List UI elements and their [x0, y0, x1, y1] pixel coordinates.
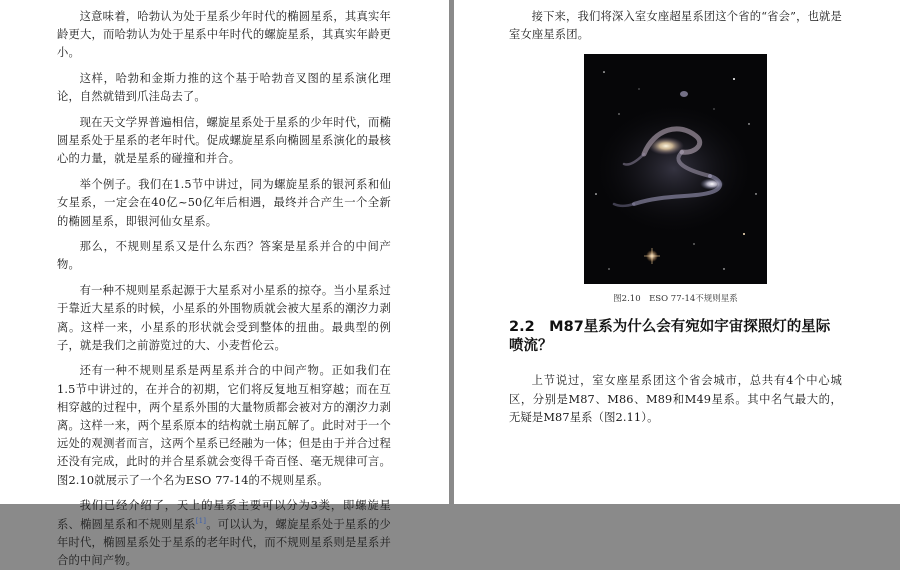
- paragraph-text-before-note: 我们已经介绍了，天上的星系主要可以分为3类，即螺旋星系、椭圆星系和不规则星系: [57, 499, 391, 531]
- left-page: [0, 0, 449, 567]
- right-page: [454, 0, 900, 504]
- right-body-paragraph: 上节说过，室女座星系团这个省会城市，总共有4个中心城区，分别是M87、M86、M89和M49星系。其中名气最大的，无疑是M87星系（图2.11）。: [509, 374, 842, 424]
- figure-caption: 图2.10 ESO 77-14不规则星系: [613, 294, 738, 305]
- left-paragraph-8: [57, 497, 391, 570]
- left-paragraph-3: 现在天文学界普遍相信，螺旋星系处于星系的少年时代，而椭圆星系处于星系的老年时代。促成螺旋星系向椭圆星系演化的最核心的力量，就是星系的碰撞和并合。: [57, 116, 391, 166]
- paragraph-text-after-note: 。可以认为，螺旋星系处于星系的少年时代，椭圆星系处于星系的老年时代，而不规则星系则是星系并合的中间产物。: [57, 517, 391, 567]
- galaxy-image: [584, 54, 767, 284]
- left-paragraph-7: 还有一种不规则星系是两星系并合的中间产物。正如我们在1.5节中讲过的，在并合的初期，它们将反复地互相穿越；而在互相穿越的过程中，两个星系外围的大量物质都会被对方的潮汐力剥离。这样一来，两个星系原本的结构就土崩瓦解了。此时对于一个远处的观测者而言，这两个星系已经融为一体；但是由于并合过程还没有完成，此时的并合星系就会变得千奇百怪、毫无规律可言。图2.10就展示了一个名为ESO 77-14的不规则星系。: [57, 364, 391, 487]
- section-heading: 2.2 M87星系为什么会有宛如宇宙探照灯的星际喷流？: [509, 319, 831, 355]
- left-paragraph-5: 那么，不规则星系又是什么东西？答案是星系并合的中间产物。: [57, 240, 391, 272]
- left-paragraph-1: 这意味着，哈勃认为处于星系少年时代的椭圆星系，其真实年龄更大，而哈勃认为处于星系中年时代的螺旋星系，其真实年龄更小。: [57, 10, 391, 60]
- galaxy-photo: [584, 54, 767, 284]
- left-paragraph-2: 这样，哈勃和金斯力推的这个基于哈勃音叉图的星系演化理论，自然就错到爪洼岛去了。: [57, 72, 391, 104]
- left-paragraph-4: 举个例子。我们在1.5节中讲过，同为螺旋星系的银河系和仙女星系，一定会在40亿~50亿年后相遇，最终并合产生一个全新的椭圆星系，即银河仙女星系。: [57, 178, 391, 228]
- footnote-marker[interactable]: [1]: [195, 516, 207, 525]
- left-paragraph-6: 有一种不规则星系起源于大星系对小星系的掠夺。当小星系过于靠近大星系的时候，小星系的外围物质就会被大星系的潮汐力剥离。这样一来，小星系的形状就会受到整体的扭曲。最典型的例子，就是我们之前游览过的大、小麦哲伦云。: [57, 284, 391, 352]
- right-intro-paragraph: 接下来，我们将深入室女座超星系团这个省的“省会”，也就是室女座星系团。: [509, 10, 842, 42]
